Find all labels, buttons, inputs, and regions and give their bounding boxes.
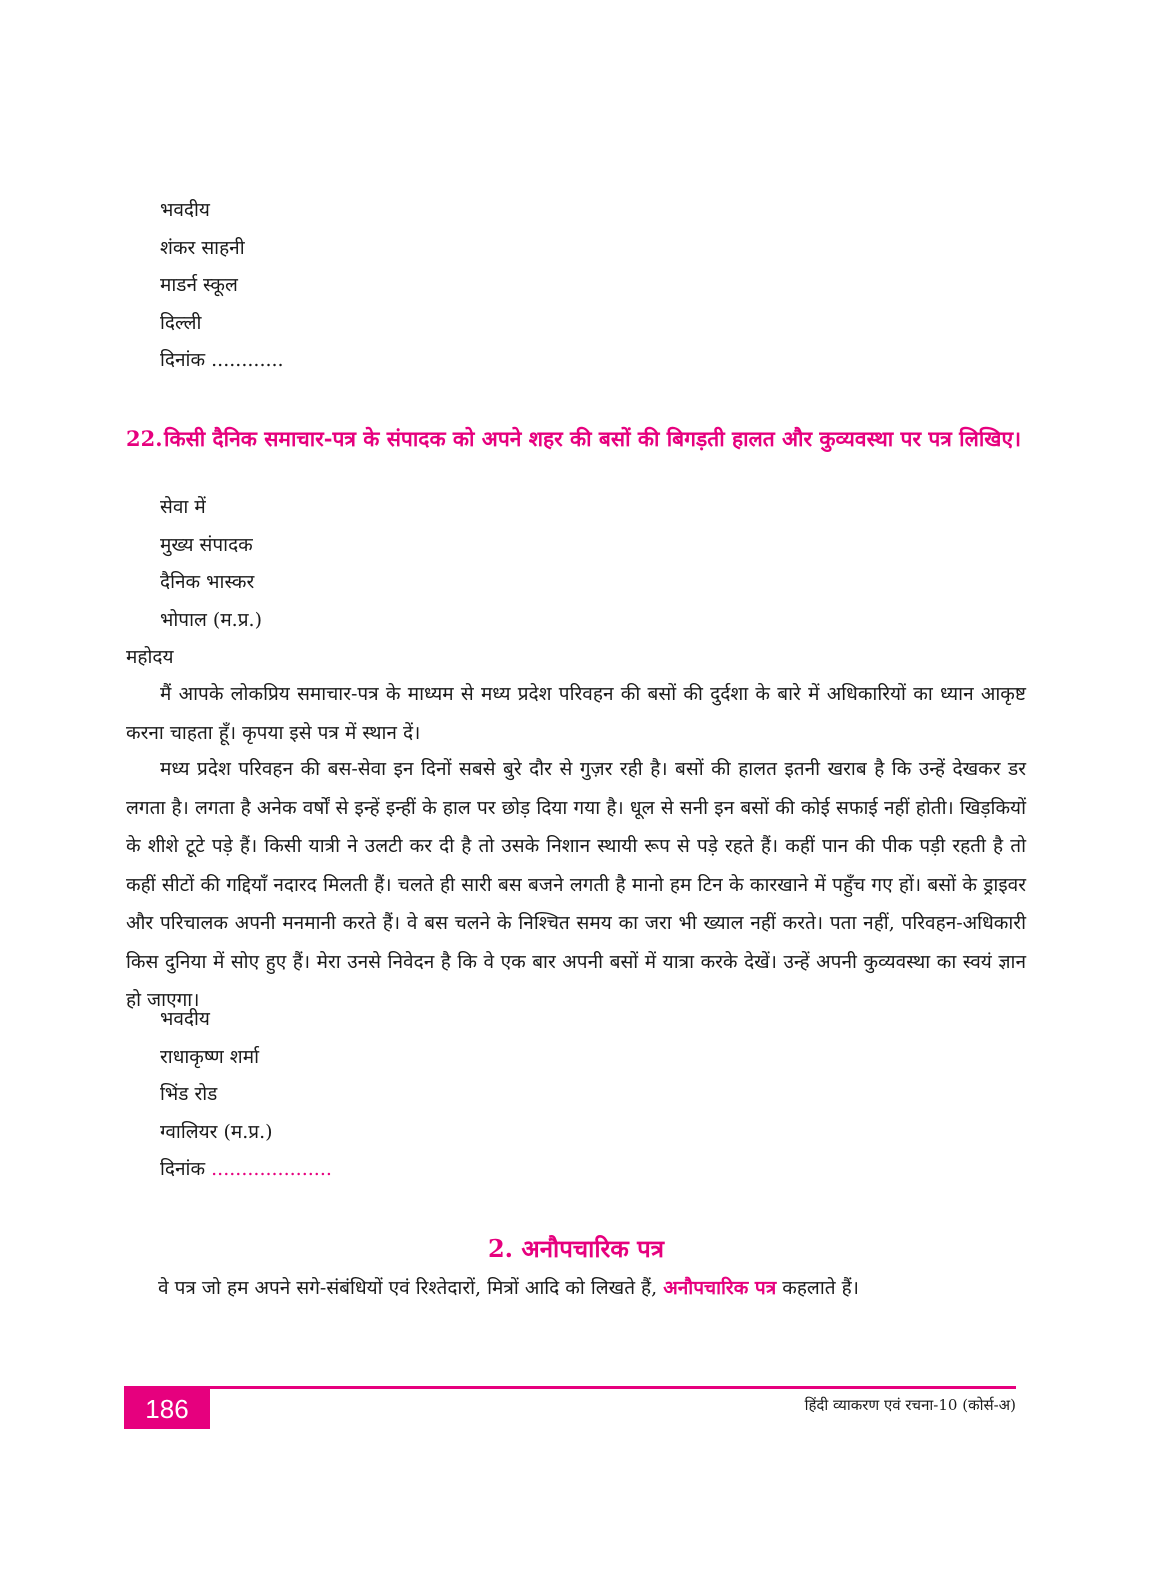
footer-rule (124, 1386, 1016, 1389)
address-line-3: दैनिक भास्कर (160, 571, 255, 593)
intro-highlight: अनौपचारिक पत्र (663, 1277, 777, 1299)
closing-salutation: भवदीय (160, 199, 210, 221)
date-placeholder: .................... (211, 1158, 332, 1180)
date-line (160, 347, 284, 373)
page-number: 186 (124, 1389, 210, 1429)
greeting: महोदय (126, 646, 174, 668)
sender-name: राधाकृष्ण शर्मा (160, 1046, 259, 1068)
body-paragraph-2: मध्य प्रदेश परिवहन की बस-सेवा इन दिनों सबसे बुरे दौर से गुज़र रही है। बसों की हालत इतनी खराब है कि उन्हें देखकर डर लगता है। लगता है अनेक वर्षों से इन्हें इन्हीं के हाल पर छोड़ दिया गया है। धूल से सनी इन बसों की कोई सफाई नहीं होती। खिड़कियों के शीशे टूटे पड़े हैं। किसी यात्री ने उलटी कर दी है तो उसके निशान स्थायी रूप से पड़े रहते हैं। कहीं पान की पीक पड़ी रहती है तो कहीं सीटों की गद्दियाँ नदारद मिलती हैं। चलते ही सारी बस बजने लगती है मानो हम टिन के कारखाने में पहुँच गए हों। बसों के ड्राइवर और परिचालक अपनी मनमानी करते हैं। वे बस चलने के निश्चित समय का जरा भी ख्याल नहीं करते। पता नहीं, परिवहन-अधिकारी किस दुनिया में सोए हुए हैं। मेरा उनसे निवेदन है कि वे एक बार अपनी बसों में यात्रा करके देखें। उन्हें अपनी कुव्यवस्था का स्वयं ज्ञान हो जाएगा। (126, 758, 1026, 1011)
body-paragraph-1: मैं आपके लोकप्रिय समाचार-पत्र के माध्यम से मध्य प्रदेश परिवहन की बसों की दुर्दशा के बारे में अधिकारियों का ध्यान आकृष्ट करना चाहता हूँ। कृपया इसे पत्र में स्थान दें। (126, 683, 1026, 744)
sender-city: ग्वालियर (म.प्र.) (160, 1121, 273, 1143)
intro-text-end: कहलाते हैं। (782, 1277, 859, 1299)
question-number: 22. (126, 426, 163, 451)
date-label: दिनांक (160, 1158, 206, 1180)
section-title: 2. अनौपचारिक पत्र (487, 1234, 665, 1263)
book-title: हिंदी व्याकरण एवं रचना-10 (कोर्स-अ) (804, 1396, 1016, 1414)
sender-street: भिंड रोड (160, 1083, 218, 1105)
question-text: किसी दैनिक समाचार-पत्र के संपादक को अपने शहर की बसों की बिगड़ती हालत और कुव्यवस्था पर पत्र लिखिए। (164, 426, 1022, 451)
address-line-4: भोपाल (म.प्र.) (160, 609, 262, 631)
section-intro (158, 1275, 859, 1301)
date-label: दिनांक (160, 349, 206, 371)
date-line (160, 1156, 332, 1182)
sender-city: दिल्ली (160, 312, 202, 334)
address-line-2: मुख्य संपादक (160, 534, 253, 556)
question-heading (126, 420, 1036, 458)
intro-text: वे पत्र जो हम अपने सगे-संबंधियों एवं रिश्तेदारों, मित्रों आदि को लिखते हैं, (158, 1277, 658, 1299)
closing-salutation: भवदीय (160, 1008, 210, 1030)
sender-school: माडर्न स्कूल (160, 274, 238, 296)
address-line-1: सेवा में (160, 496, 206, 518)
date-placeholder: ............ (211, 349, 284, 371)
sender-name: शंकर साहनी (160, 237, 245, 259)
